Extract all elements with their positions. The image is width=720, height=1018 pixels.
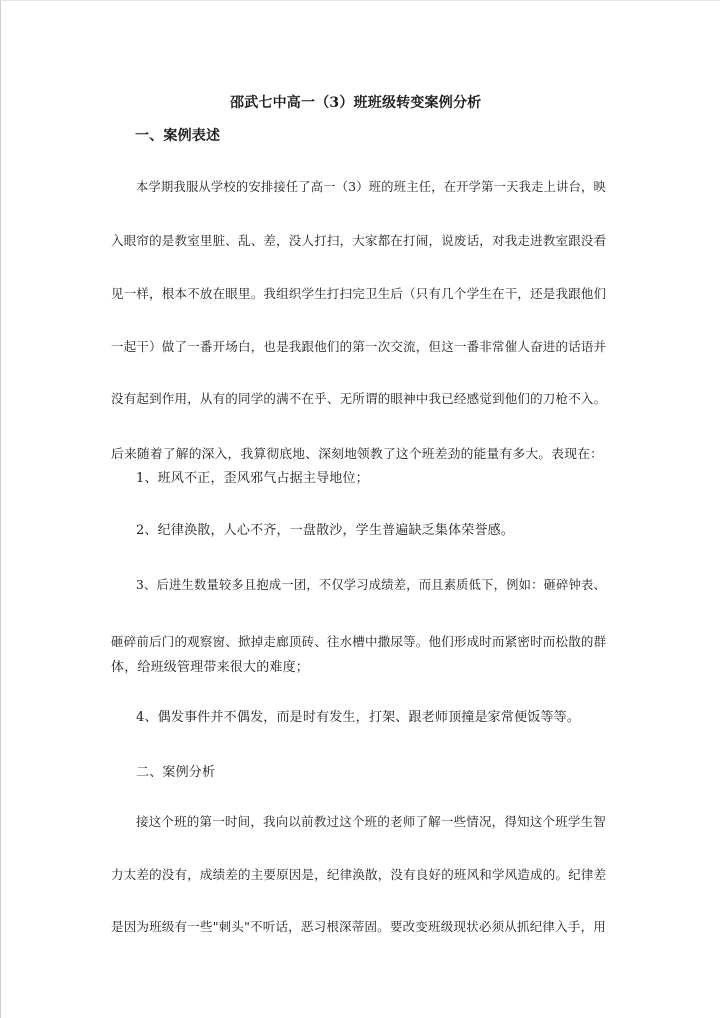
paragraph-line: 入眼帘的是教室里脏、乱、差，没人打扫，大家都在打闹，说废话，对我走进教室跟没看 <box>111 233 607 248</box>
paragraph-line: 见一样，根本不放在眼里。我组织学生打扫完卫生后（只有几个学生在干，还是我跟他们 <box>111 286 607 301</box>
list-item: 1、班风不正，歪风邪气占据主导地位； <box>136 471 369 486</box>
paragraph-line: 一起干）做了一番开场白，也是我跟他们的第一次交流，但这一番非常催人奋进的话语并 <box>111 339 607 354</box>
list-item: 3、后进生数量较多且抱成一团，不仅学习成绩差，而且素质低下，例如：砸碎钟表、 <box>136 578 606 592</box>
paragraph-line: 接这个班的第一时间，我向以前教过这个班的老师了解一些情况，得知这个班学生智 <box>136 814 606 829</box>
paragraph-line: 本学期我服从学校的安排接任了高一（3）班的班主任，在开学第一天我走上讲台，映 <box>136 180 606 194</box>
paragraph-line: 力太差的没有，成绩差的主要原因是，纪律涣散，没有良好的班风和学风造成的。纪律差 <box>111 867 607 882</box>
paragraph-line: 没有起到作用，从有的同学的满不在乎、无所谓的眼神中我已经感觉到他们的刀枪不入。 <box>111 391 607 406</box>
paragraph-line: 是因为班级有一些"刺头"不听话，恶习根深蒂固。要改变班级现状必须从抓纪律入手，用 <box>111 919 606 934</box>
paragraph-line: 后来随着了解的深入，我算彻底地、深刻地领教了这个班差劲的能量有多大。表现在： <box>111 447 604 462</box>
list-item-continuation: 体，给班级管理带来很大的难度； <box>111 660 310 675</box>
document-title: 邵武七中高一（3）班班级转变案例分析 <box>230 95 482 111</box>
list-item: 2、纪律涣散，人心不齐，一盘散沙，学生普遍缺乏集体荣誉感。 <box>136 523 515 538</box>
list-item-continuation: 砸碎前后门的观察窗、掀掉走廊顶砖、往水槽中撒尿等。他们形成时而紧密时而松散的群 <box>111 634 607 649</box>
section-heading-case-analysis: 二、案例分析 <box>136 765 216 780</box>
list-item: 4、偶发事件并不偶发，而是时有发生，打架、跟老师顶撞是家常便饭等等。 <box>136 710 581 725</box>
section-heading-case-description: 一、案例表述 <box>135 128 221 144</box>
